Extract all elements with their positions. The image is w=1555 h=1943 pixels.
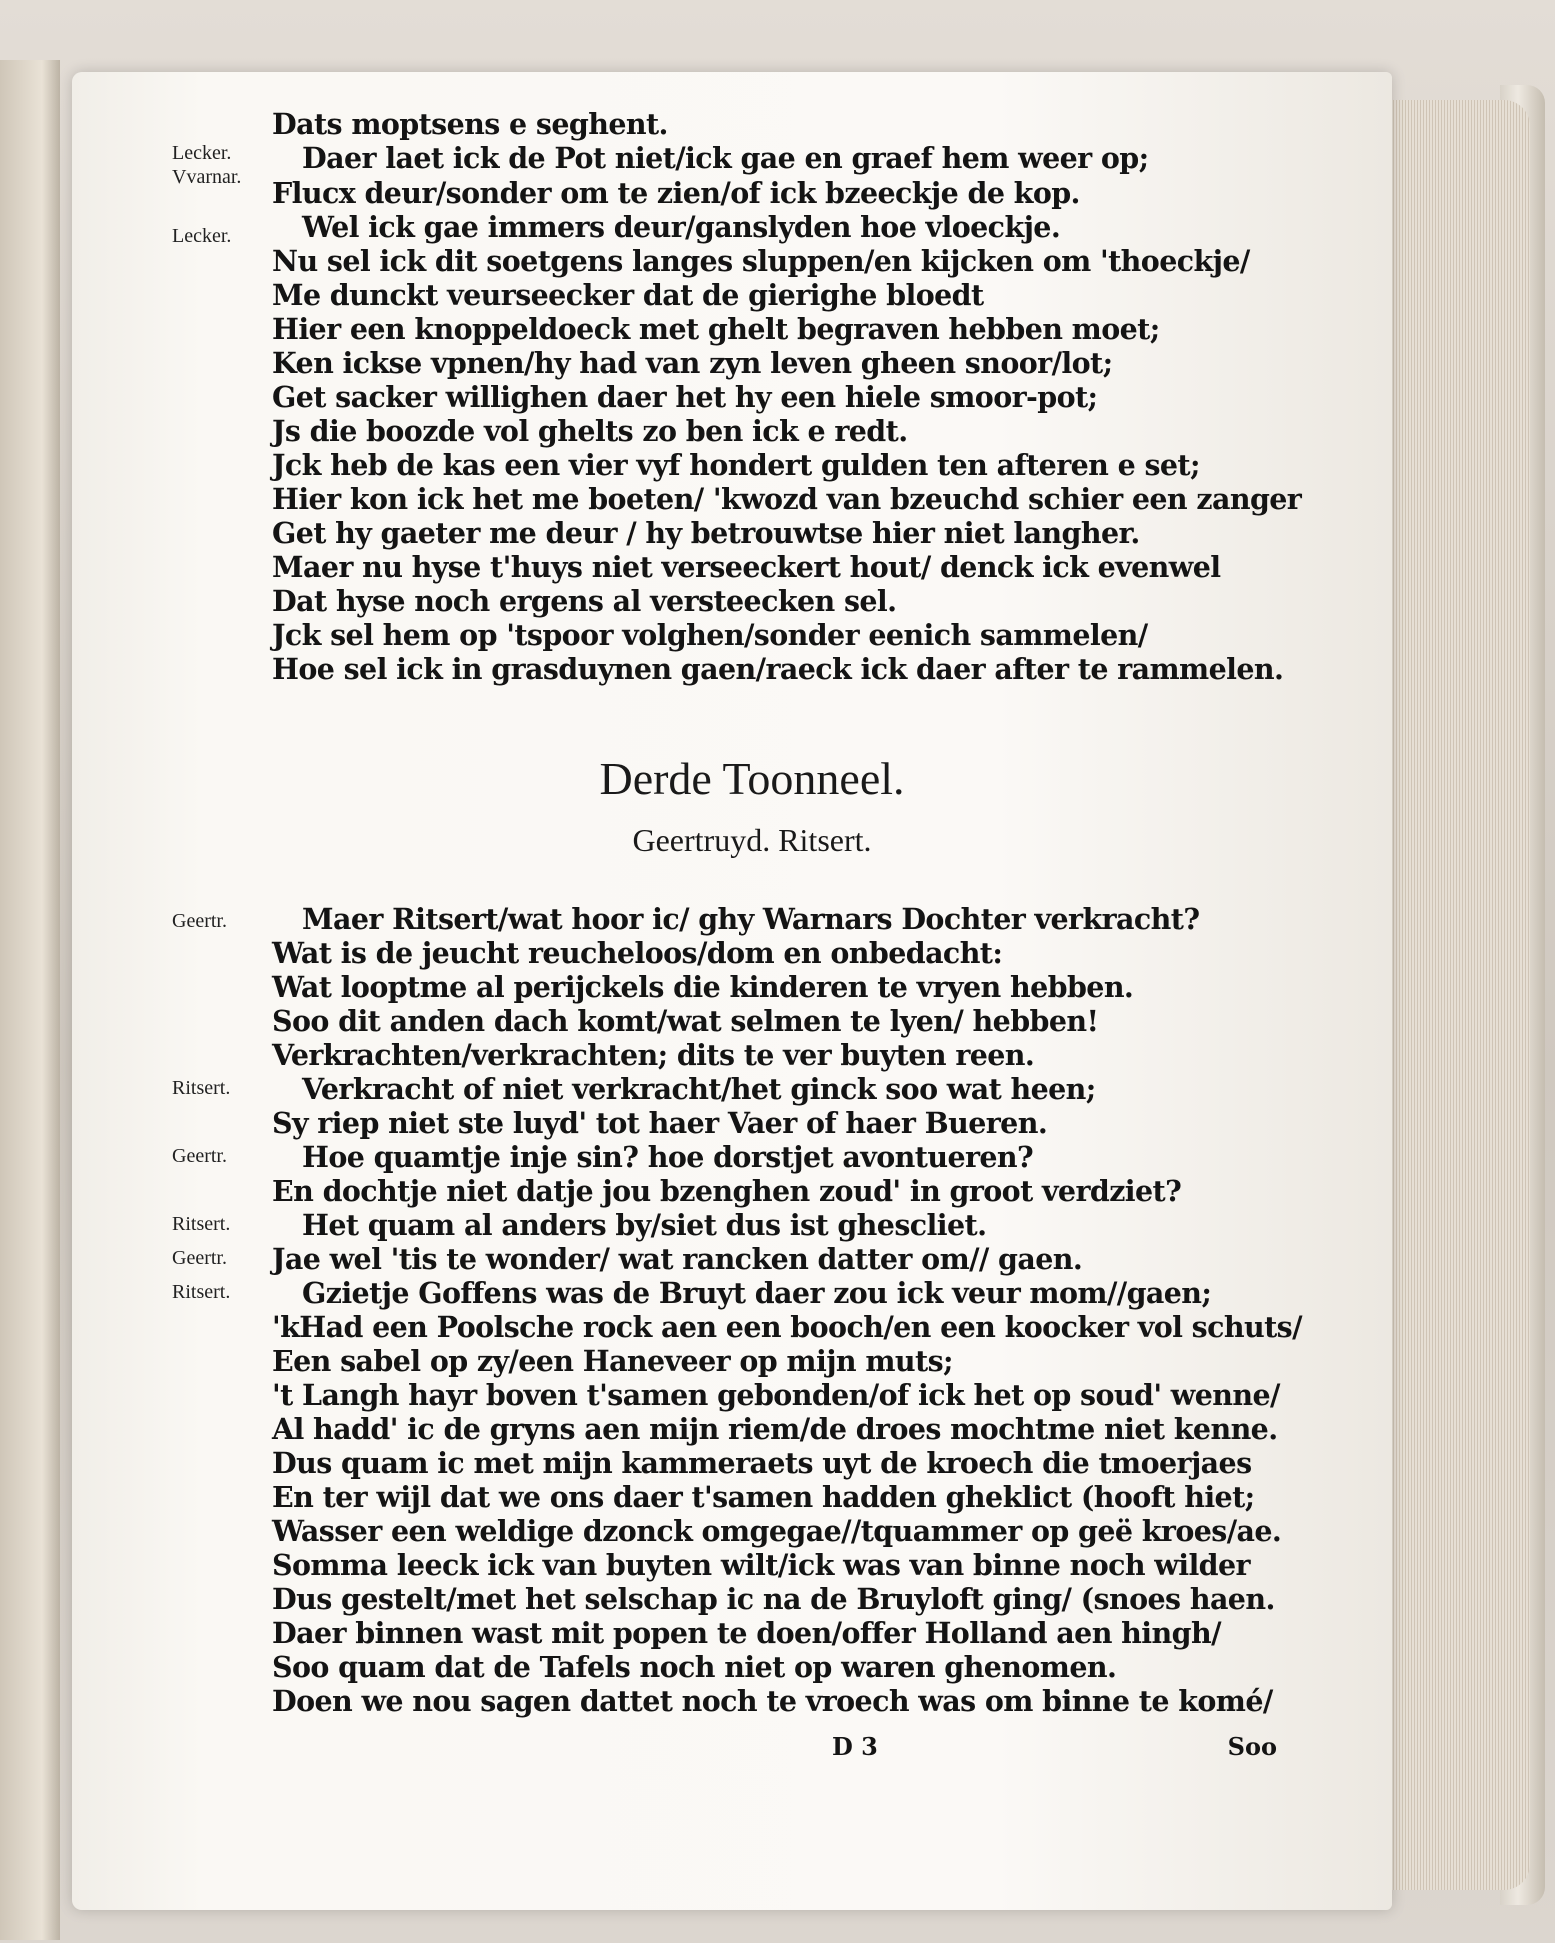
verse-line: Jck sel hem op 'tspoor volghen/sonder eenich sammelen/	[272, 618, 1148, 652]
speaker-label: Vvarnar.	[172, 166, 242, 188]
verse-line: Al hadd' ic de gryns aen mijn riem/de droes mochtme niet kenne.	[272, 1412, 1278, 1446]
book-page	[72, 72, 1392, 1910]
verse-line: Daer binnen wast mit popen te doen/offer Holland aen hingh/	[272, 1616, 1221, 1650]
speaker-label: Geertr.	[172, 910, 227, 932]
verse-line: Me dunckt veurseecker dat de gierighe bloedt	[272, 278, 984, 312]
verse-line: Dat hyse noch ergens al versteecken sel.	[272, 584, 897, 618]
verse-line: En dochtje niet datje jou bzenghen zoud' in groot verdziet?	[272, 1174, 1182, 1208]
verse-line: Gzietje Goffens was de Bruyt daer zou ick veur mom//gaen;	[302, 1276, 1212, 1310]
verse-line: Verkracht of niet verkracht/het ginck soo wat heen;	[302, 1072, 1096, 1106]
verse-line: Maer Ritsert/wat hoor ic/ ghy Warnars Dochter verkracht?	[302, 902, 1200, 936]
verse-line: Nu sel ick dit soetgens langes sluppen/en kijcken om 'thoeckje/	[272, 244, 1250, 278]
verse-line: Sy riep niet ste luyd' tot haer Vaer of haer Bueren.	[272, 1106, 1048, 1140]
speaker-label: Geertr.	[172, 1145, 227, 1167]
verse-line: Hier een knoppeldoeck met ghelt begraven hebben moet;	[272, 312, 1160, 346]
page-edges	[1370, 100, 1530, 1890]
verse-line: Dus quam ic met mijn kammeraets uyt de kroech die tmoerjaes	[272, 1446, 1252, 1480]
verse-line: Maer nu hyse t'huys niet verseeckert hout/ denck ick evenwel	[272, 550, 1221, 584]
speaker-label: Ritsert.	[172, 1077, 231, 1099]
verse-line: Hoe quamtje inje sin? hoe dorstjet avontueren?	[302, 1140, 1034, 1174]
facing-page-edge	[0, 60, 60, 1940]
verse-line: Soo quam dat de Tafels noch niet op waren ghenomen.	[272, 1650, 1117, 1684]
speaker-label: Ritsert.	[172, 1281, 231, 1303]
verse-line: Hier kon ick het me boeten/ 'kwozd van bzeuchd schier een zanger	[272, 482, 1302, 516]
verse-line: Jae wel 'tis te wonder/ wat rancken datter om// gaen.	[272, 1242, 1083, 1276]
scene-characters: Geertruyd. Ritsert.	[632, 822, 872, 858]
speaker-label: Geertr.	[172, 1247, 227, 1269]
verse-line: Wasser een weldige dzonck omgegae//tquammer op geë kroes/ae.	[272, 1514, 1282, 1548]
verse-line: 't Langh hayr boven t'samen gebonden/of ick het op soud' wenne/	[272, 1378, 1280, 1412]
signature-mark: D 3	[832, 1732, 878, 1761]
verse-line: Wel ick gae immers deur/ganslyden hoe vloeckje.	[302, 210, 1061, 244]
verse-line: Js die boozde vol ghelts zo ben ick e redt.	[272, 414, 908, 448]
verse-line: Dats moptsens e seghent.	[272, 107, 668, 141]
speaker-label: Ritsert.	[172, 1213, 231, 1235]
verse-line: Get sacker willighen daer het hy een hiele smoor-pot;	[272, 380, 1098, 414]
verse-line: Somma leeck ick van buyten wilt/ick was van binne noch wilder	[272, 1548, 1250, 1582]
verse-line: Dus gestelt/met het selschap ic na de Bruyloft ging/ (snoes haen.	[272, 1582, 1275, 1616]
catchword: Soo	[1227, 1732, 1277, 1761]
verse-line: Hoe sel ick in grasduynen gaen/raeck ick daer after te rammelen.	[272, 652, 1284, 686]
verse-line: En ter wijl dat we ons daer t'samen hadden gheklict (hooft hiet;	[272, 1480, 1255, 1514]
speaker-label: Lecker.	[172, 225, 232, 247]
verse-line: Het quam al anders by/siet dus ist ghescliet.	[302, 1208, 987, 1242]
verse-line: Wat looptme al perijckels die kinderen te vryen hebben.	[272, 970, 1134, 1004]
verse-line: Jck heb de kas een vier vyf hondert gulden ten afteren e set;	[272, 448, 1200, 482]
scene-title: Derde Toonneel.	[599, 753, 905, 804]
verse-line: Flucx deur/sonder om te zien/of ick bzeeckje de kop.	[272, 176, 1080, 210]
verse-line: Get hy gaeter me deur / hy betrouwtse hier niet langher.	[272, 516, 1140, 550]
verse-line: Een sabel op zy/een Haneveer op mijn muts;	[272, 1344, 953, 1378]
verse-line: Wat is de jeucht reucheloos/dom en onbedacht:	[272, 936, 1003, 970]
verse-line: Doen we nou sagen dattet noch te vroech was om binne te komé/	[272, 1684, 1273, 1718]
verse-line: Daer laet ick de Pot niet/ick gae en graef hem weer op;	[302, 141, 1149, 175]
verse-line: 'kHad een Poolsche rock aen een booch/en een koocker vol schuts/	[272, 1310, 1302, 1344]
verse-line: Ken ickse vpnen/hy had van zyn leven gheen snoor/lot;	[272, 346, 1113, 380]
verse-line: Soo dit anden dach komt/wat selmen te lyen/ hebben!	[272, 1004, 1099, 1038]
verse-line: Verkrachten/verkrachten; dits te ver buyten reen.	[272, 1038, 1035, 1072]
speaker-label: Lecker.	[172, 142, 232, 164]
